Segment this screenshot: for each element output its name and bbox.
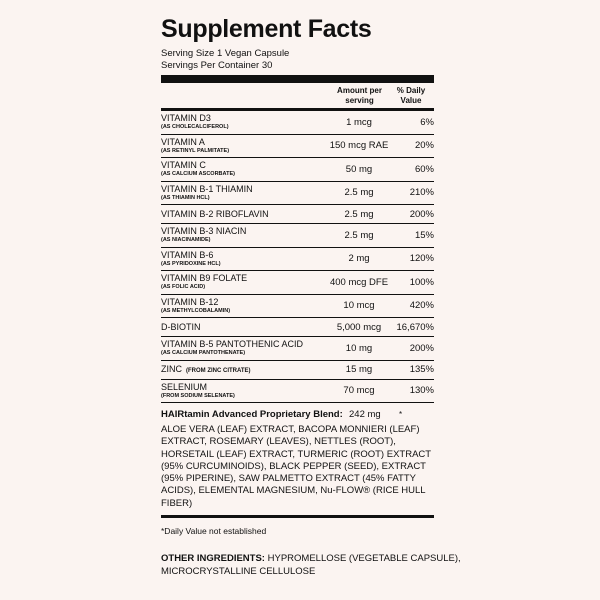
nutrient-amount: 15 mg <box>345 364 373 375</box>
nutrient-source: (AS CHOLECALCIFEROL) <box>161 124 229 131</box>
nutrient-daily-value: 20% <box>414 140 434 152</box>
other-ingredients-label: OTHER INGREDIENTS: <box>161 553 265 564</box>
nutrient-daily-value: 135% <box>409 364 434 375</box>
nutrient-name-cell <box>161 273 326 291</box>
nutrient-name-cell <box>161 113 326 131</box>
table-row <box>161 224 434 248</box>
nutrient-source: (AS FOLIC ACID) <box>161 284 206 291</box>
nutrient-amount: 2 mg <box>348 253 370 265</box>
nutrient-name: ZINC <box>161 363 182 374</box>
table-row <box>161 182 434 206</box>
column-header <box>161 83 434 111</box>
nutrient-table <box>161 111 434 403</box>
nutrient-amount: 2.5 mg <box>344 229 374 241</box>
nutrient-name-cell <box>161 382 326 400</box>
nutrient-amount: 10 mcg <box>343 300 375 312</box>
nutrient-amount: 2.5 mg <box>344 208 374 220</box>
other-ingredients-text: HYPROMELLOSE (VEGETABLE CAPSULE), MICROCRYSTALLINE CELLULOSE <box>161 553 461 577</box>
nutrient-name: VITAMIN B-3 NIACIN <box>161 226 247 237</box>
nutrient-amount: 2.5 mg <box>344 187 374 199</box>
supplement-facts-panel <box>161 14 434 536</box>
nutrient-name: VITAMIN B-5 PANTOTHENIC ACID <box>161 339 304 350</box>
nutrient-daily-value: 200% <box>409 342 434 354</box>
table-row <box>161 318 434 337</box>
nutrient-name-cell <box>161 322 326 332</box>
nutrient-name: VITAMIN B9 FOLATE <box>161 273 248 284</box>
nutrient-name: VITAMIN C <box>161 160 206 171</box>
serving-size: Serving Size 1 Vegan Capsule <box>161 48 290 59</box>
nutrient-source: (FROM ZINC CITRATE) <box>186 367 251 374</box>
table-row <box>161 135 434 159</box>
blend-name: HAIRtamin Advanced Proprietary Blend: <box>161 409 343 420</box>
table-row <box>161 158 434 182</box>
nutrient-amount: 70 mcg <box>343 385 375 397</box>
nutrient-source: (AS CALCIUM PANTOTHENATE) <box>161 350 246 357</box>
other-ingredients <box>161 552 461 578</box>
nutrient-name-cell <box>161 137 326 155</box>
dv-header-line2: Value <box>400 95 422 105</box>
nutrient-amount: 1 mcg <box>346 116 372 128</box>
nutrient-name-cell <box>161 209 326 219</box>
nutrient-source: (FROM SODIUM SELENATE) <box>161 392 235 399</box>
nutrient-amount: 5,000 mcg <box>336 321 382 333</box>
nutrient-daily-value: 60% <box>414 163 434 175</box>
table-row <box>161 205 434 224</box>
page-title: Supplement Facts <box>161 15 372 43</box>
servings-per-container: Servings Per Container 30 <box>161 60 273 71</box>
dv-header-line1: % Daily <box>396 86 426 95</box>
nutrient-source: (AS RETINYL PALMITATE) <box>161 147 230 154</box>
amount-header-line2: serving <box>345 95 374 105</box>
table-row <box>161 248 434 272</box>
nutrient-name-cell <box>161 184 326 202</box>
blend-header <box>161 409 434 421</box>
nutrient-daily-value: 100% <box>409 276 434 288</box>
nutrient-name-cell <box>161 250 326 268</box>
nutrient-daily-value: 120% <box>409 253 434 265</box>
nutrient-source: (AS PYRIDOXINE HCL) <box>161 260 221 267</box>
nutrient-name: VITAMIN A <box>161 136 205 147</box>
nutrient-source: (AS THIAMIN HCL) <box>161 194 210 201</box>
dv-column-header <box>388 86 434 105</box>
nutrient-name: VITAMIN B-2 RIBOFLAVIN <box>161 209 269 219</box>
table-row <box>161 380 434 404</box>
amount-column-header <box>331 86 388 105</box>
table-row <box>161 361 434 380</box>
nutrient-amount: 400 mcg DFE <box>329 276 389 288</box>
footnote: *Daily Value not established <box>161 526 267 537</box>
blend-ingredients: ALOE VERA (LEAF) EXTRACT, BACOPA MONNIERI (LEAF) EXTRACT, ROSEMARY (LEAVES), NETTLES (ROOT), HORSETAIL (LEAF) EXTRACT, TURMERIC (ROOT) EXTRACT (95% CURCUMINOIDS), BLACK PEPPER (SEED), EXTRACT (95% PIPERINE), SAW PALMETTO EXTRACT (45% FATTY ACIDS), ELEMENTAL MAGNESIUM, Nu-FLOW® (RICE HULL FIBER) <box>161 424 434 518</box>
table-row <box>161 337 434 361</box>
thick-divider <box>161 75 434 83</box>
nutrient-name: SELENIUM <box>161 381 208 392</box>
nutrient-name: VITAMIN B-6 <box>161 249 214 260</box>
nutrient-amount: 50 mg <box>345 163 373 175</box>
blend-dv: * <box>399 410 403 419</box>
table-row <box>161 271 434 295</box>
nutrient-source: (AS CALCIUM ASCORBATE) <box>161 171 235 178</box>
nutrient-daily-value: 200% <box>409 208 434 220</box>
nutrient-daily-value: 130% <box>409 385 434 397</box>
nutrient-daily-value: 15% <box>414 229 434 241</box>
nutrient-name-cell <box>161 297 326 315</box>
table-row <box>161 111 434 135</box>
nutrient-name: VITAMIN B-1 THIAMIN <box>161 183 253 194</box>
nutrient-name-cell <box>161 160 326 178</box>
nutrient-name: VITAMIN B-12 <box>161 296 219 307</box>
nutrient-amount: 10 mg <box>345 342 373 354</box>
nutrient-source: (AS NIACINAMIDE) <box>161 237 211 244</box>
nutrient-name: D-BIOTIN <box>161 322 201 332</box>
nutrient-source: (AS METHYLCOBALAMIN) <box>161 307 231 314</box>
nutrient-daily-value: 16,670% <box>396 321 434 333</box>
nutrient-daily-value: 420% <box>409 300 434 312</box>
blend-amount: 242 mg <box>349 409 381 420</box>
nutrient-daily-value: 210% <box>409 187 434 199</box>
serving-info <box>161 48 434 72</box>
amount-header-line1: Amount per <box>337 86 382 95</box>
nutrient-name-cell <box>161 339 326 357</box>
nutrient-name: VITAMIN D3 <box>161 113 211 124</box>
nutrient-name-cell <box>161 364 326 376</box>
nutrient-daily-value: 6% <box>420 116 434 128</box>
nutrient-amount: 150 mcg RAE <box>329 140 389 152</box>
nutrient-name-cell <box>161 226 326 244</box>
table-row <box>161 295 434 319</box>
